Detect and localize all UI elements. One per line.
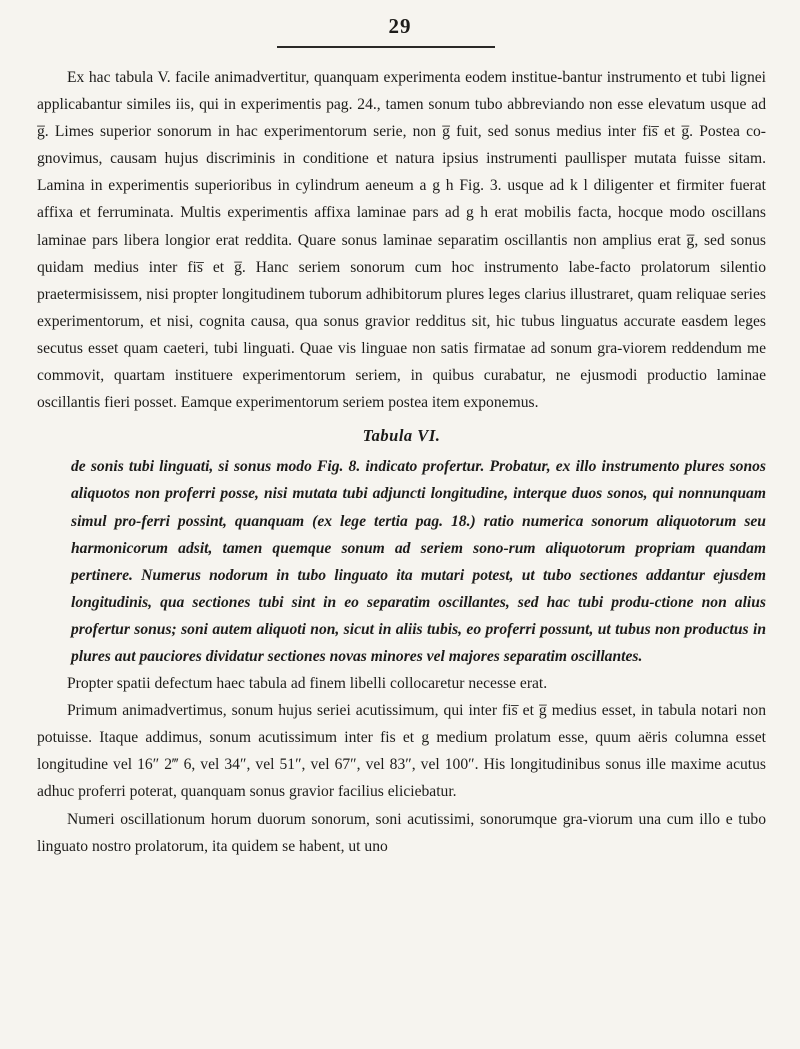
paragraph-1: Ex hac tabula V. facile animadvertitur, quanquam experimenta eodem institue-bantur instrumento et tubi lignei applicabantur similes iis, qui in experimentis pag. 24., tamen sonum tubo abbreviando non esse elevatum usque ad g̅. Limes superior sonorum in hac experimentorum serie, non g̅ fuit, sed sonus medius inter fis̅ et g̅. Postea co-gnovimus, causam hujus discriminis in conditione et natura ipsius instrumenti paullisper mutata fuisse sitam. Lamina in experimentis superioribus in cylindrum aeneum a g h Fig. 3. usque ad k l diligenter et firmiter fuerat affixa et ferruminata. Multis experimentis affixa laminae pars ad g h erat mobilis facta, hocque modo oscillans laminae pars libera longior erat reddita. Quare sonus laminae separatim oscillantis non amplius erat g̅, sed sonus quidam medius inter fis̅ et g̅. Hanc seriem sonorum cum hoc instrumento labe-facto prolatorum silentio praetermisissem, nisi propter longitudinem tuborum adhibitorum plures leges clarius illustraret, quam reliquae series experimentorum, et nisi, cognita causa, qua sonus gravior redditus sit, hic tubus linguatus accurate easdem leges secutus esset quam caeteri, tubi linguati. Quae vis linguae non satis firmatae ad sonum gra-viorem reddendum me commovit, quartam instituere experimentorum seriem, in quibus curabatur, ne ejusmodi productio laminae oscillantis fieri posset. Eamque experimentorum seriem postea item exponemus.	[37, 69, 766, 412]
page-body	[37, 64, 766, 860]
tabula-title: Tabula VI.	[362, 426, 441, 446]
page-number: 29	[388, 14, 412, 38]
paragraph-2: Propter spatii defectum haec tabula ad finem libelli collocaretur necesse erat.	[67, 675, 548, 693]
paragraph-4: Numeri oscillationum horum duorum sonorum, soni acutissimi, sonorumque gra-viorum una cum illo e tubo linguato nostro prolatorum, ita quidem se habent, ut uno	[37, 810, 766, 855]
tabula-caption: de sonis tubi linguati, si sonus modo Fig. 8. indicato profertur. Probatur, ex illo instrumento plures sonos aliquotos non proferri posse, nisi mutata tubi adjuncti longitudine, interque duos sonos, qui nonnunquam simul pro-ferri possint, quanquam (ex lege tertia pag. 18.) ratio numerica sonorum aliquotorum seu harmonicorum adsit, tamen quemque sonum ad seriem sono-rum aliquotorum propriam quandam pertinere. Numerus nodorum in tubo linguato ita mutari potest, ut tubo sectiones addantur ejusdem longitudinis, qua sectiones tubi sint in eo separatim oscillantes, sed hac tubi produ-ctione non alius profertur sonus; soni autem aliquoti non, sicut in aliis tubis, eo proferri possunt, ut tubus non productus in plures aut pauciores dividatur sectiones novas minores vel majores separatim oscillantes.	[71, 458, 766, 665]
paragraph-3: Primum animadvertimus, sonum hujus seriei acutissimum, qui inter fis̅ et g̅ medius esset, in tabula notari non potuisse. Itaque addimus, sonum acutissimum inter fis et g medium prolatum esse, quum aëris columna esset longitudine vel 16″ 2‴ 6, vel 34″, vel 51″, vel 67″, vel 83″, vel 100″. His longitudinibus sonus ille maxime acutus adhuc proferri poterat, quanquam sonus gravior facilius eliciebatur.	[37, 702, 766, 801]
header-rule	[277, 46, 495, 48]
